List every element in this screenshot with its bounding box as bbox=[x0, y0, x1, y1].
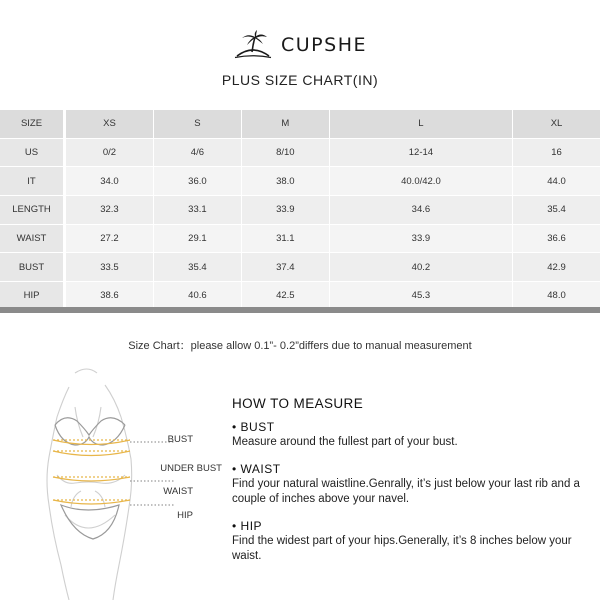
table-cell: 45.3 bbox=[329, 282, 512, 311]
table-cell: 31.1 bbox=[241, 225, 329, 254]
table-cell: 32.3 bbox=[65, 196, 153, 225]
row-label: BUST bbox=[0, 253, 65, 282]
bust-label: BUST bbox=[167, 434, 193, 445]
table-cell: 8/10 bbox=[241, 139, 329, 168]
table-cell: 40.2 bbox=[329, 253, 512, 282]
table-cell: 12-14 bbox=[329, 139, 512, 168]
table-cell: 40.0/42.0 bbox=[329, 167, 512, 196]
measure-lines bbox=[53, 440, 175, 505]
row-label: WAIST bbox=[0, 225, 65, 254]
row-label: US bbox=[0, 139, 65, 168]
table-cell: 37.4 bbox=[241, 253, 329, 282]
header-size-label: SIZE bbox=[0, 110, 65, 139]
table-row bbox=[0, 196, 600, 225]
table-cell: 33.5 bbox=[65, 253, 153, 282]
table-header-row bbox=[0, 110, 600, 139]
measure-item-heading: • BUST bbox=[232, 420, 275, 434]
measure-item-hip bbox=[232, 519, 592, 565]
row-label: IT bbox=[0, 167, 65, 196]
table-row bbox=[0, 167, 600, 196]
chart-title: PLUS SIZE CHART(IN) bbox=[221, 72, 379, 88]
table-cell: 34.0 bbox=[65, 167, 153, 196]
table-cell: 35.4 bbox=[153, 253, 241, 282]
measure-item-heading: • WAIST bbox=[232, 461, 281, 476]
table-cell: 38.0 bbox=[241, 167, 329, 196]
measure-item-text: Find your natural waistline.Genrally, it’s just below your last rib and a couple of inches above your navel. bbox=[232, 477, 580, 505]
how-to-measure-section bbox=[232, 396, 592, 576]
measurement-note: Size Chart：please allow 0.1”- 0.2”differs due to manual measurement bbox=[128, 340, 472, 352]
size-chart-table bbox=[0, 110, 600, 311]
row-label: HIP bbox=[0, 282, 65, 311]
table-row bbox=[0, 139, 600, 168]
table-cell: 29.1 bbox=[153, 225, 241, 254]
measure-item-waist bbox=[232, 462, 592, 508]
section-divider bbox=[0, 307, 600, 313]
table-cell: 36.0 bbox=[153, 167, 241, 196]
size-column-header: XL bbox=[512, 110, 600, 139]
measure-item-bust bbox=[232, 420, 592, 451]
how-to-measure-title: HOW TO MEASURE bbox=[232, 396, 364, 411]
table-cell: 42.9 bbox=[512, 253, 600, 282]
table-cell: 38.6 bbox=[65, 282, 153, 311]
row-label: LENGTH bbox=[0, 196, 65, 225]
waist-label: WAIST bbox=[163, 486, 193, 497]
table-cell: 40.6 bbox=[153, 282, 241, 311]
table-cell: 33.1 bbox=[153, 196, 241, 225]
table-cell: 33.9 bbox=[241, 196, 329, 225]
measure-item-heading: • HIP bbox=[232, 518, 263, 533]
hip-label: HIP bbox=[177, 510, 193, 521]
table-cell: 27.2 bbox=[65, 225, 153, 254]
table-cell: 33.9 bbox=[329, 225, 512, 254]
measure-item-text: Measure around the fullest part of your bust. bbox=[232, 436, 458, 448]
table-cell: 35.4 bbox=[512, 196, 600, 225]
body-measurement-figure bbox=[35, 365, 222, 600]
measure-item-text: Find the widest part of your hips.Generally, it’s 8 inches below your waist. bbox=[232, 534, 572, 562]
size-column-header: S bbox=[153, 110, 241, 139]
brand-header bbox=[0, 28, 600, 62]
table-cell: 16 bbox=[512, 139, 600, 168]
table-cell: 4/6 bbox=[153, 139, 241, 168]
table-cell: 34.6 bbox=[329, 196, 512, 225]
table-cell: 44.0 bbox=[512, 167, 600, 196]
table-cell: 48.0 bbox=[512, 282, 600, 311]
brand-name: CUPSHE bbox=[281, 34, 367, 56]
table-row bbox=[0, 253, 600, 282]
size-column-header: M bbox=[241, 110, 329, 139]
table-cell: 36.6 bbox=[512, 225, 600, 254]
table-cell: 0/2 bbox=[65, 139, 153, 168]
size-column-header: XS bbox=[65, 110, 153, 139]
table-row bbox=[0, 225, 600, 254]
under-bust-label: UNDER BUST bbox=[160, 463, 222, 474]
table-cell: 42.5 bbox=[241, 282, 329, 311]
palm-tree-island-icon bbox=[233, 30, 273, 60]
size-column-header: L bbox=[329, 110, 512, 139]
